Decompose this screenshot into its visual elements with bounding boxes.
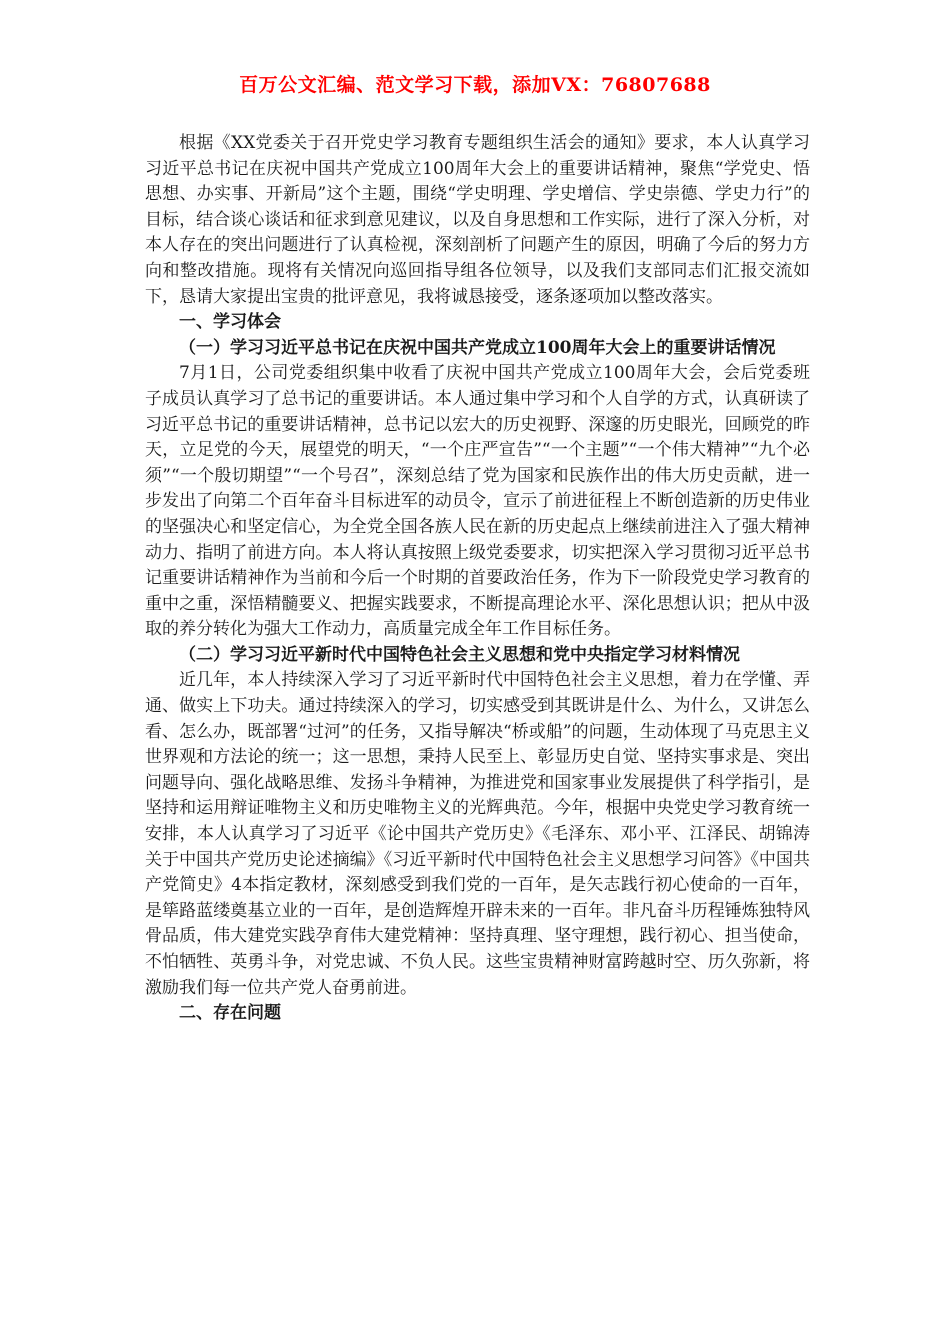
subsection-heading-1-2: （二）学习习近平新时代中国特色社会主义思想和党中央指定学习材料情况 (179, 644, 740, 665)
section-heading-2: 二、存在问题 (179, 1003, 281, 1024)
subsection-heading-1-1: （一）学习习近平总书记在庆祝中国共产党成立100周年大会上的重要讲话情况 (179, 337, 776, 358)
document-content (0, 131, 950, 1027)
section-heading-1: 一、学习体会 (179, 312, 281, 333)
paragraph-theory-study: 近几年，本人持续深入学习了习近平新时代中国特色社会主义思想，着力在学懂、弄通、做实上下功夫。通过持续深入的学习，切实感受到其既讲是什么、为什么，又讲怎么看、怎么办，既部署“过河”的任务，又指导解决“桥或船”的问题，生动体现了马克思主义世界观和方法论的统一；这一思想，秉持人民至上、彰显历史自觉、坚持实事求是、突出问题导向、强化战略思维、发扬斗争精神，为推进党和国家事业发展提供了科学指引，是坚持和运用辩证唯物主义和历史唯物主义的光辉典范。今年，根据中央党史学习教育统一安排，本人认真学习了习近平《论中国共产党历史》《毛泽东、邓小平、江泽民、胡锦涛关于中国共产党历史论述摘编》《习近平新时代中国特色社会主义思想学习问答》《中国共产党简史》4本指定教材，深刻感受到我们党的一百年，是矢志践行初心使命的一百年，是筚路蓝缕奠基立业的一百年，是创造辉煌开辟未来的一百年。非凡奋斗历程锤炼独特风骨品质，伟大建党实践孕育伟大建党精神：坚持真理、坚守理想，践行初心、担当使命，不怕牺牲、英勇斗争，对党忠诚、不负人民。这些宝贵精神财富跨越时空、历久弥新，将激励我们每一位共产党人奋勇前进。 (145, 670, 810, 998)
promo-banner-text: 百万公文汇编、范文学习下载，添加VX：76807688 (239, 74, 711, 96)
paragraph-intro: 根据《XX党委关于召开党史学习教育专题组织生活会的通知》要求，本人认真学习习近平总书记在庆祝中国共产党成立100周年大会上的重要讲话精神，聚焦“学党史、悟思想、办实事、开新局”这个主题，围绕“学史明理、学史增信、学史崇德、学史力行”的目标，结合谈心谈话和征求到意见建议，以及自身思想和工作实际，进行了深入分析，对本人存在的突出问题进行了认真检视，深刻剖析了问题产生的原因，明确了今后的努力方向和整改措施。现将有关情况向巡回指导组各位领导，以及我们支部同志们汇报交流如下，恳请大家提出宝贵的批评意见，我将诚恳接受，逐条逐项加以整改落实。 (145, 133, 810, 307)
paragraph-speech-study: 7月1日，公司党委组织集中收看了庆祝中国共产党成立100周年大会，会后党委班子成员认真学习了总书记的重要讲话。本人通过集中学习和个人自学的方式，认真研读了习近平总书记的重要讲话精神，总书记以宏大的历史视野、深邃的历史眼光，回顾党的昨天，立足党的今天，展望党的明天，“一个庄严宣告”“一个主题”“一个伟大精神”“九个必须”“一个殷切期望”“一个号召”，深刻总结了党为国家和民族作出的伟大历史贡献，进一步发出了向第二个百年奋斗目标进军的动员令，宣示了前进征程上不断创造新的历史伟业的坚强决心和坚定信心，为全党全国各族人民在新的历史起点上继续前进注入了强大精神动力、指明了前进方向。本人将认真按照上级党委要求，切实把深入学习贯彻习近平总书记重要讲话精神作为当前和今后一个时期的首要政治任务，作为下一阶段党史学习教育的重中之重，深悟精髓要义、把握实践要求，不断提高理论水平、深化思想认识；把从中汲取的养分转化为强大工作动力，高质量完成全年工作目标任务。 (145, 363, 810, 640)
